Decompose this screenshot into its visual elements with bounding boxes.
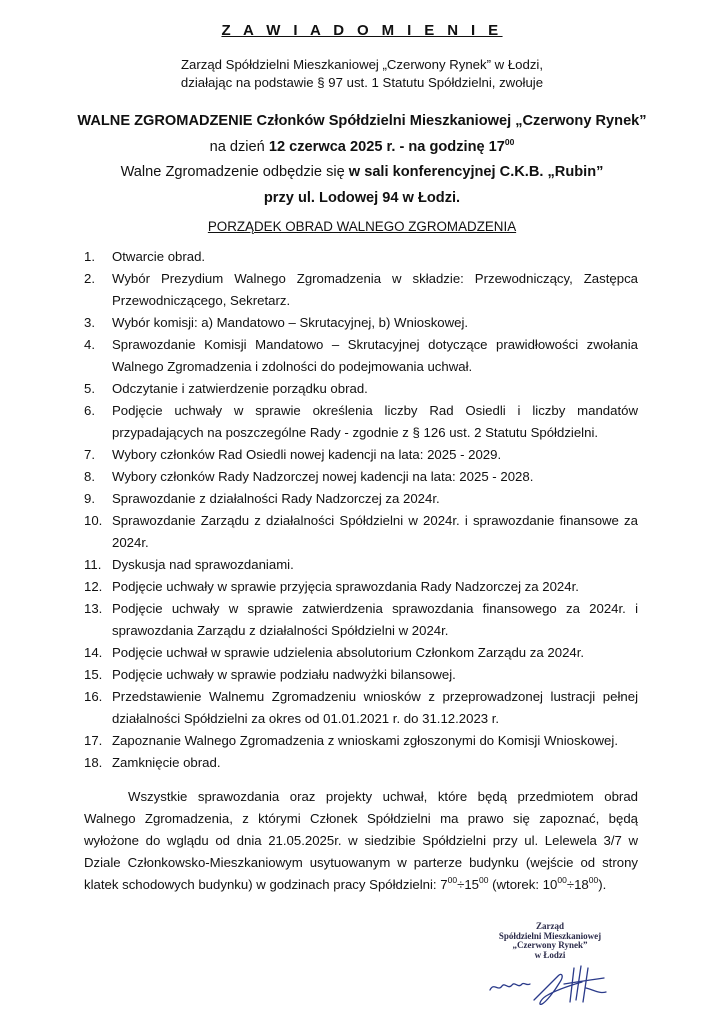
office-hours-start: 7 bbox=[440, 877, 448, 892]
tuesday-hours-end: ÷18 bbox=[566, 877, 589, 892]
agenda-item-text: Wybór komisji: a) Mandatowo – Skrutacyjnej, b) Wnioskowej. bbox=[112, 315, 469, 330]
agenda-item-number: 7. bbox=[84, 447, 95, 462]
agenda-title: PORZĄDEK OBRAD WALNEGO ZGROMADZENIA bbox=[207, 219, 517, 234]
agenda-item-text: Odczytanie i zatwierdzenie porządku obrad. bbox=[112, 381, 368, 396]
agenda-item bbox=[84, 246, 638, 268]
tuesday-hours-end-sup: 00 bbox=[588, 875, 599, 885]
agenda-item-number: 18. bbox=[84, 755, 103, 770]
agenda-item-text: Podjęcie uchwały w sprawie przyjęcia sprawozdania Rady Nadzorczej za 2024r. bbox=[112, 579, 579, 594]
office-hours-end-sup: 00 bbox=[478, 875, 489, 885]
agenda-item bbox=[84, 554, 638, 576]
date-line bbox=[0, 139, 724, 155]
agenda-item-text: Podjęcie uchwały w sprawie zatwierdzenia sprawozdania finansowego za 2024r. i sprawozdania Zarządu z działalności Spółdzielni w 2024r. bbox=[112, 601, 638, 638]
agenda-item-number: 9. bbox=[84, 491, 95, 506]
closing-paragraph bbox=[84, 786, 638, 896]
agenda-item-text: Dyskusja nad sprawozdaniami. bbox=[112, 557, 294, 572]
agenda-item-text: Sprawozdanie Komisji Mandatowo – Skrutacyjnej dotyczące prawidłowości zwołania Walnego Zgromadzenia i zdolności do podejmowania uchwał. bbox=[112, 337, 638, 374]
agenda-item-text: Przedstawienie Walnemu Zgromadzeniu wniosków z przeprowadzonej lustracji pełnej działalności Spółdzielni za okres od 01.01.2021 r. do 31.12.2023 r. bbox=[112, 689, 638, 726]
board-stamp bbox=[480, 922, 620, 960]
stamp-line: Spółdzielni Mieszkaniowej bbox=[498, 930, 602, 941]
venue-prefix: Walne Zgromadzenie odbędzie się bbox=[120, 164, 349, 180]
agenda-list bbox=[84, 246, 638, 774]
agenda-item bbox=[84, 510, 638, 554]
agenda-item-number: 2. bbox=[84, 271, 95, 286]
agenda-item-text: Sprawozdanie z działalności Rady Nadzorczej za 2024r. bbox=[112, 491, 440, 506]
agenda-item bbox=[84, 576, 638, 598]
stamp-line: Zarząd bbox=[536, 921, 564, 931]
document-heading: Z A W I A D O M I E N I E bbox=[221, 22, 503, 39]
stamp-line: „Czerwony Rynek” bbox=[512, 940, 588, 950]
tuesday-hours-start-sup: 00 bbox=[557, 875, 567, 885]
agenda-item bbox=[84, 598, 638, 642]
agenda-item bbox=[84, 312, 638, 334]
agenda-item-number: 4. bbox=[84, 337, 95, 352]
agenda-item bbox=[84, 752, 638, 774]
agenda-item bbox=[84, 686, 638, 730]
office-hours-start-sup: 00 bbox=[447, 875, 458, 885]
tuesday-hours-start: (wtorek: 10 bbox=[488, 877, 558, 892]
date-prefix: na dzień bbox=[209, 139, 269, 155]
agenda-item-number: 15. bbox=[84, 667, 103, 682]
agenda-item bbox=[84, 400, 638, 444]
agenda-item bbox=[84, 488, 638, 510]
agenda-item-text: Zamknięcie obrad. bbox=[112, 755, 221, 770]
stamp-line: w Łodzi bbox=[534, 949, 566, 960]
intro-line: Zarząd Spółdzielni Mieszkaniowej „Czerwony Rynek” w Łodzi, bbox=[180, 57, 544, 72]
agenda-item-text: Wybory członków Rady Nadzorczej nowej kadencji na lata: 2025 - 2028. bbox=[112, 469, 534, 484]
venue-line bbox=[0, 164, 724, 180]
agenda-item-number: 12. bbox=[84, 579, 103, 594]
agenda-item bbox=[84, 444, 638, 466]
agenda-item-text: Wybory członków Rad Osiedli nowej kadencji na lata: 2025 - 2029. bbox=[112, 447, 502, 462]
agenda-item-number: 8. bbox=[84, 469, 95, 484]
agenda-item-number: 5. bbox=[84, 381, 95, 396]
agenda-item-number: 1. bbox=[84, 249, 95, 264]
agenda-item bbox=[84, 642, 638, 664]
agenda-item-text: Podjęcie uchwały w sprawie podziału nadwyżki bilansowej. bbox=[112, 667, 456, 682]
meeting-venue: w sali konferencyjnej C.K.B. „Rubin” bbox=[348, 164, 604, 180]
agenda-item-number: 10. bbox=[84, 513, 103, 528]
agenda-item bbox=[84, 730, 638, 752]
agenda-item bbox=[84, 466, 638, 488]
meeting-time-minutes: 00 bbox=[504, 137, 515, 147]
meeting-date: 12 czerwca 2025 r. - na godzinę 17 bbox=[268, 139, 505, 155]
agenda-item-text: Sprawozdanie Zarządu z działalności Spółdzielni w 2024r. i sprawozdanie finansowe za 2024r. bbox=[112, 513, 638, 550]
agenda-item-number: 11. bbox=[84, 557, 102, 572]
office-hours-end: ÷15 bbox=[457, 877, 479, 892]
handwritten-signature bbox=[486, 962, 616, 1012]
assembly-title: WALNE ZGROMADZENIE Członków Spółdzielni Mieszkaniowej „Czerwony Rynek” bbox=[77, 113, 647, 129]
agenda-item-text: Podjęcie uchwały w sprawie określenia liczby Rad Osiedli i liczby mandatów przypadających na poszczególne Rady - zgodnie z § 126 ust. 2 Statutu Spółdzielni. bbox=[112, 403, 638, 440]
closing-suffix: ). bbox=[598, 877, 607, 892]
closing-text: Wszystkie sprawozdania oraz projekty uchwał, które będą przedmiotem obrad Walnego Zgromadzenia, z którymi Członek Spółdzielni ma prawo się zapoznać, będą wyłożone do wglądu od dnia 21.05.2025r. w siedzibie Spółdzielni przy ul. Lelewela 3/7 w Dziale Członkowsko-Mieszkaniowym usytuowanym w parterze budynku (wejście od strony klatek schodowych budynku) w godzinach pracy Spółdzielni: bbox=[84, 789, 638, 892]
agenda-item-text: Otwarcie obrad. bbox=[112, 249, 206, 264]
agenda-item-number: 13. bbox=[84, 601, 103, 616]
address-line: przy ul. Lodowej 94 w Łodzi. bbox=[263, 190, 461, 206]
agenda-item-number: 14. bbox=[84, 645, 103, 660]
agenda-item-text: Wybór Prezydium Walnego Zgromadzenia w składzie: Przewodniczący, Zastępca Przewodniczącego, Sekretarz. bbox=[112, 271, 638, 308]
agenda-item-number: 16. bbox=[84, 689, 103, 704]
agenda-item-number: 3. bbox=[84, 315, 95, 330]
agenda-item-text: Zapoznanie Walnego Zgromadzenia z wnioskami zgłoszonymi do Komisji Wnioskowej. bbox=[112, 733, 618, 748]
agenda-item-number: 6. bbox=[84, 403, 95, 418]
agenda-item bbox=[84, 378, 638, 400]
agenda-item-text: Podjęcie uchwał w sprawie udzielenia absolutorium Członkom Zarządu za 2024r. bbox=[112, 645, 585, 660]
intro-block bbox=[0, 56, 724, 92]
agenda-item bbox=[84, 334, 638, 378]
agenda-item bbox=[84, 664, 638, 686]
agenda-item-number: 17. bbox=[84, 733, 103, 748]
agenda-item bbox=[84, 268, 638, 312]
intro-line: działając na podstawie § 97 ust. 1 Statutu Spółdzielni, zwołuje bbox=[180, 75, 544, 90]
